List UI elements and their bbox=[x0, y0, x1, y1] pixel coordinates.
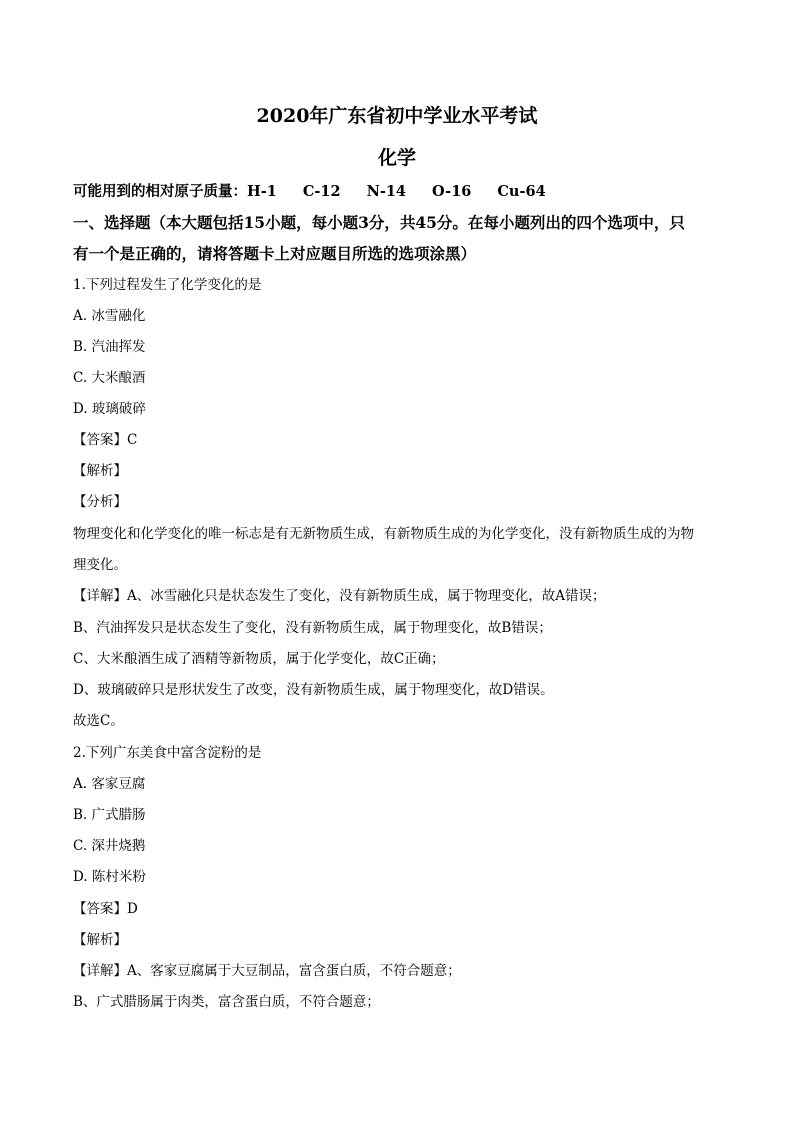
question-1-stem: 1.下列过程发生了化学变化的是 bbox=[73, 277, 262, 293]
question-2-detail-line2: B、广式腊肠属于肉类，富含蛋白质，不符合题意； bbox=[73, 994, 380, 1010]
question-2-analysis-label: 【解析】 bbox=[73, 932, 127, 948]
atomic-mass-o: O-16 bbox=[432, 183, 472, 200]
question-1-fenxi-label: 【分析】 bbox=[73, 494, 127, 510]
detail-text: A、冰雪融化只是状态发生了变化，没有新物质生成，属于物理变化，故A错误； bbox=[127, 588, 606, 604]
atomic-mass-n: N-14 bbox=[366, 183, 407, 200]
question-1-detail-line4: D、玻璃破碎只是形状发生了改变，没有新物质生成，属于物理变化，故D错误。 bbox=[73, 682, 554, 698]
question-1-option-b: B. 汽油挥发 bbox=[73, 339, 146, 355]
atomic-mass-label: 可能用到的相对原子质量： bbox=[73, 183, 247, 200]
answer-value: C bbox=[127, 432, 138, 448]
atomic-mass-c: C-12 bbox=[302, 183, 341, 200]
question-1-option-a: A. 冰雪融化 bbox=[73, 308, 146, 324]
answer-label: 【答案】 bbox=[73, 432, 127, 448]
question-1-detail-line1 bbox=[73, 586, 606, 606]
detail-label: 【详解】 bbox=[73, 963, 127, 979]
detail-label: 【详解】 bbox=[73, 588, 127, 604]
question-1-analysis-label: 【解析】 bbox=[73, 463, 127, 479]
question-2-option-c: C. 深井烧鹅 bbox=[73, 838, 146, 854]
subject-title: 化学 bbox=[377, 147, 416, 169]
atomic-mass-cu: Cu-64 bbox=[497, 183, 546, 200]
answer-value: D bbox=[127, 901, 138, 917]
section-heading-line2: 有一个是正确的，请将答题卡上对应题目所选的选项涂黑） bbox=[73, 244, 477, 263]
question-1-detail-line2: B、汽油挥发只是状态发生了变化，没有新物质生成，属于物理变化，故B错误； bbox=[73, 620, 552, 636]
question-1-conclusion: 故选C。 bbox=[73, 713, 124, 729]
question-1-fenxi-line1: 物理变化和化学变化的唯一标志是有无新物质生成，有新物质生成的为化学变化，没有新物质生成的为物 bbox=[73, 526, 694, 542]
question-1-option-d: D. 玻璃破碎 bbox=[73, 401, 146, 417]
question-2-option-a: A. 客家豆腐 bbox=[73, 776, 146, 792]
answer-label: 【答案】 bbox=[73, 901, 127, 917]
question-2-option-b: B. 广式腊肠 bbox=[73, 807, 146, 823]
question-1-answer bbox=[73, 430, 137, 450]
question-1-option-c: C. 大米酿酒 bbox=[73, 370, 146, 386]
question-2-answer bbox=[73, 899, 138, 919]
atomic-mass-line bbox=[73, 181, 546, 203]
atomic-mass-h: H-1 bbox=[247, 183, 277, 200]
section-heading-line1: 一、选择题（本大题包括15小题，每小题3分，共45分。在每小题列出的四个选项中，只 bbox=[73, 213, 685, 232]
question-2-option-d: D. 陈村米粉 bbox=[73, 869, 146, 885]
question-1-fenxi-line2: 理变化。 bbox=[73, 557, 127, 573]
question-2-detail-line1 bbox=[73, 961, 461, 981]
question-1-detail-line3: C、大米酿酒生成了酒精等新物质，属于化学变化，故C正确； bbox=[73, 651, 445, 667]
question-2-stem: 2.下列广东美食中富含淀粉的是 bbox=[73, 745, 262, 761]
detail-text: A、客家豆腐属于大豆制品，富含蛋白质，不符合题意； bbox=[127, 963, 461, 979]
exam-title: 2020年广东省初中学业水平考试 bbox=[256, 105, 538, 127]
